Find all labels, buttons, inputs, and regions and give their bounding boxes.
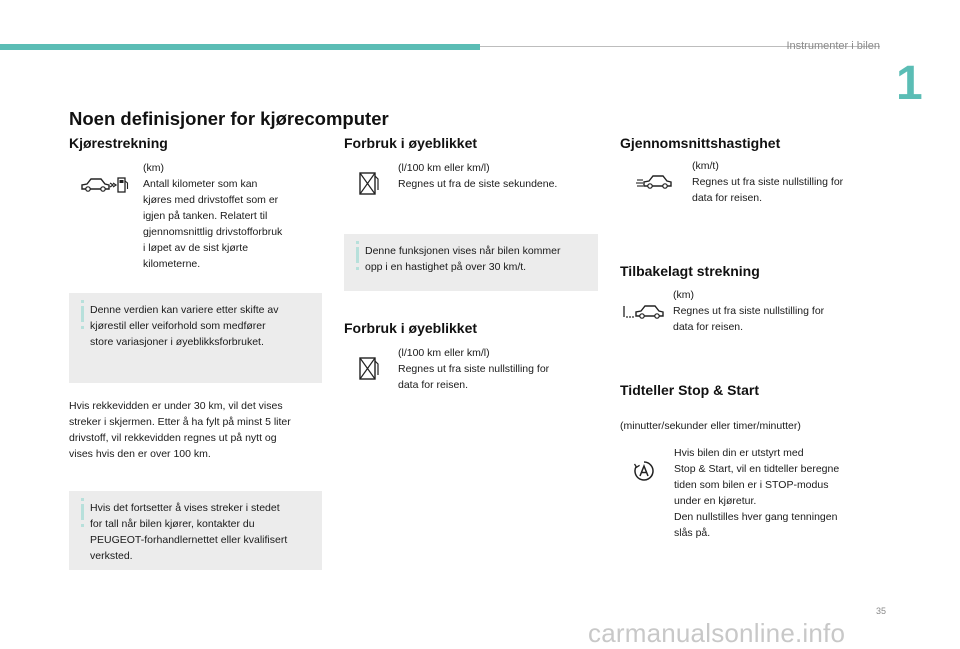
range-item <box>69 160 322 280</box>
average-speed-description: (km/t) Regnes ut fra siste nullstilling for data for reisen. <box>692 160 844 204</box>
distance-item <box>620 287 872 337</box>
fuel-pump-consumption-icon <box>358 355 380 381</box>
average-speed-item <box>620 158 872 208</box>
note-speed-threshold: Denne funksjonen vises når bilen kommer opp i en hastighet på over 30 km/t. <box>344 234 598 291</box>
column-range <box>69 135 322 151</box>
trip-consumption-description: (l/100 km eller km/l) Regnes ut fra siste nullstilling for data for reisen. <box>398 347 550 391</box>
distance-car-icon <box>622 303 666 321</box>
header-accent-bar <box>0 44 480 50</box>
info-icon <box>356 247 359 263</box>
heading-trip-consumption: Forbruk i øyeblikket <box>344 320 478 336</box>
stop-start-icon <box>632 459 656 483</box>
info-icon <box>81 504 84 520</box>
heading-distance: Tilbakelagt strekning <box>620 263 760 279</box>
column-consumption <box>344 135 598 151</box>
note-dashes: Hvis det fortsetter å vises streker i stedet for tall når bilen kjører, kontakter du PEUGEOT-forhandlernettet eller kvalifisert verksted. <box>69 491 322 570</box>
section-title: Instrumenter i bilen <box>786 40 880 52</box>
fuel-pump-consumption-icon <box>358 170 380 196</box>
instant-consumption-item <box>344 160 598 210</box>
stop-start-item <box>620 445 872 545</box>
stop-start-units: (minutter/sekunder eller timer/minutter) <box>620 420 801 432</box>
column-speed-distance <box>620 135 872 151</box>
instant-consumption-description: (l/100 km eller km/l) Regnes ut fra de siste sekundene. <box>398 162 558 190</box>
heading-stop-start: Tidteller Stop & Start <box>620 382 759 398</box>
info-icon <box>81 306 84 322</box>
heading-average-speed: Gjennomsnittshastighet <box>620 135 781 151</box>
range-description: (km) Antall kilometer som kan kjøres med drivstoffet som er igjen på tanken. Relatert til gjennomsnittlig drivstofforbruk i løpet av de sist kjørte kilometerne. <box>143 162 283 270</box>
note-range-variation: Denne verdien kan variere etter skifte av kjørestil eller veiforhold som medfører store variasjoner i øyeblikksforbruket. <box>69 293 322 383</box>
chapter-number: 1 <box>896 57 923 110</box>
page-number: 35 <box>876 606 887 616</box>
trip-consumption-item <box>344 345 598 405</box>
distance-description: (km) Regnes ut fra siste nullstilling for data for reisen. <box>673 289 825 333</box>
page-title: Noen definisjoner for kjørecomputer <box>69 108 389 129</box>
car-fuel-range-icon <box>79 175 129 195</box>
watermark: carmanualsonline.info <box>588 618 846 648</box>
heading-range: Kjørestrekning <box>69 135 168 151</box>
heading-instant-consumption: Forbruk i øyeblikket <box>344 135 478 151</box>
speed-car-icon <box>636 173 674 191</box>
range-paragraph: Hvis rekkevidden er under 30 km, vil det vises streker i skjermen. Etter å ha fylt på minst 5 liter drivstoff, vil rekkevidden regnes ut på nytt og vises hvis den er over 100 km. <box>69 400 291 460</box>
stop-start-description: Hvis bilen din er utstyrt med Stop & Start, vil en tidteller beregne tiden som bilen er i STOP-modus under en kjøretur. Den nullstilles hver gang tenningen slås på. <box>674 447 840 539</box>
